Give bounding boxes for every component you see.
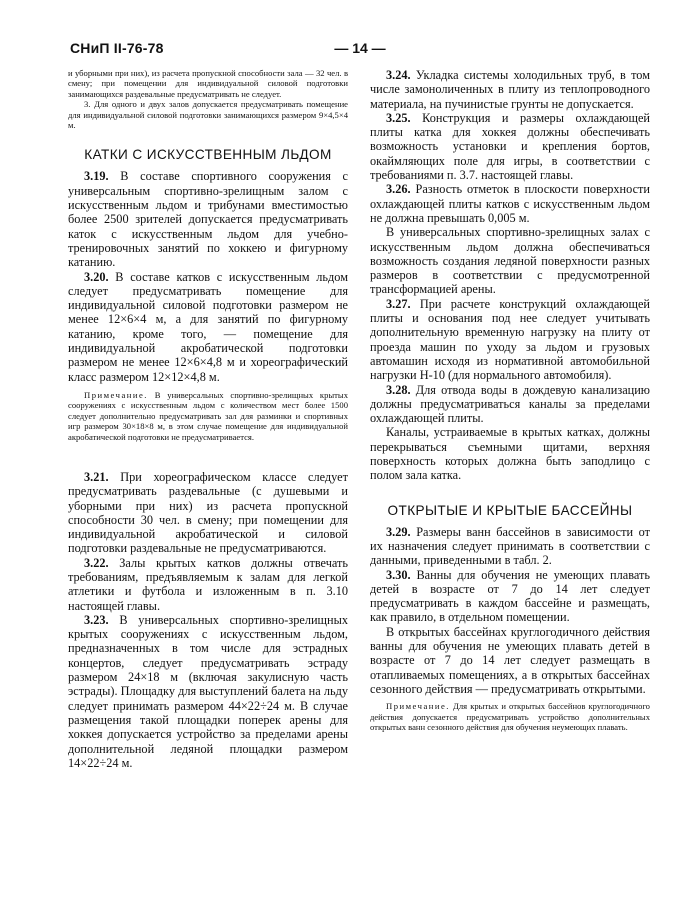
paragraph-3-30 (370, 568, 650, 625)
section-heading-katki: КАТКИ С ИСКУССТВЕННЫМ ЛЬДОМ (84, 147, 332, 163)
note-label: Примечание. (84, 389, 148, 400)
clause-number: 3.27. (386, 296, 411, 311)
clause-text: Разность отметок в плоскости поверхности охлаждающей плиты катков с искусственным льдом не должна превышать 0,005 м. (370, 182, 650, 225)
clause-number: 3.21. (84, 469, 109, 484)
clause-text: Конструкция и размеры охлаждающей плиты катка для хоккея должны обеспечивать возможность установки и крепления бортов, окаймляющих поле для игры, в соответствии с требованиями п. 3.7. настоящей главы. (370, 110, 650, 183)
paragraph-3-23 (68, 613, 348, 770)
note-pools (370, 701, 650, 732)
clause-text: При хореографическом классе следует предусматривать раздевальные (с душевыми и уборными при них) из расчета пропускной способности 30 чел. в смену; при помещении для индивидуальной акробатической и силовой подготовки раздевальные не предусматриваются. (68, 469, 348, 556)
clause-text: Залы крытых катков должны отвечать требованиям, предъявляемым к залам для легкой атлетики и футбола и изложенным в п. 3.10 настоящей главы. (68, 555, 349, 613)
section-heading-pools: ОТКРЫТЫЕ И КРЫТЫЕ БАССЕЙНЫ (387, 502, 633, 518)
clause-text: Размеры ванн бассейнов в зависимости от их назначения следует принимать в соответствии с данными, приведенными в табл. 2. (370, 524, 650, 568)
continuation-text: и уборными при них), из расчета пропускной способности зала — 32 чел. в смену; при помещении для индивидуальной силовой подготовки занимающихся раздевальные предусматривать не следует. (68, 68, 348, 99)
clause-number: 3.25. (386, 110, 411, 125)
paragraph-3-22 (68, 556, 348, 613)
paragraph-3-28 (370, 383, 650, 426)
clause-text: В составе катков с искусственным льдом следует предусматривать помещение для индивидуальной силовой подготовки размером не менее 12×6×4 м, а для занятий по фигурному катанию, кроме того, — помещение для индивидуальной акробатической подготовки размером не менее 12×6×4,8 м и хореографический класс размером 12×12×4,8 м. (68, 269, 348, 384)
clause-text: Ванны для обучения не умеющих плавать детей в возрасте от 7 до 14 лет следует предусматривать в каждом бассейне и размещать, как правило, в отдельном помещении. (370, 567, 650, 625)
paragraph-3-29 (370, 525, 650, 568)
paragraph-3-26 (370, 182, 650, 225)
paragraph-3-20 (68, 270, 348, 384)
clause-number: 3.24. (386, 68, 411, 82)
paragraph-channels: Каналы, устраиваемые в крытых катках, должны перекрываться съемными щитами, верхняя поверхность которых должна быть заподлицо с полом зала катка. (370, 425, 650, 483)
note-3-20 (68, 390, 348, 442)
clause-number: 3.30. (386, 567, 411, 582)
paragraph-3-27 (370, 297, 650, 383)
paragraph-open-pools: В открытых бассейнах круглогодичного действия ванны для обучения не умеющих плавать детей в возрасте от 7 до 14 лет следует размещать в отапливаемых помещениях, а в открытых бассейнах сезонного действия — предусматривать открытыми. (370, 624, 650, 696)
left-column (68, 68, 348, 770)
clause-text: В составе спортивного сооружения с универсальным спортивно-зрелищным залом с искусственным льдом и трибунами вместимостью более 2500 зрителей допускается предусматривать каток с искусственным льдом для учебно-тренировочных занятий по хоккею и фигурному катанию. (68, 169, 349, 270)
clause-text: В универсальных спортивно-зрелищных крытых сооружениях с искусственным льдом, предназначенных в том числе для эстрадных концертов, следует предусматривать эстраду размером 24×18 м (включая закулисную часть эстрады). Площадку для выступлений балета на льду следует принимать размером 44×22÷24 м. В случае размещения такой площадки поперек арены для хоккея допускается устройство за пределами арены дополнительной ледяной площадки размером 14×22÷24 м. (68, 612, 348, 770)
document-code: СНиП II-76-78 (70, 40, 164, 56)
clause-text: При расчете конструкций охлаждающей плиты и основания под нее следует учитывать дополнительную временную нагрузку на плиту от проезда машин по уходу за льдом и грузовых автомашин исходя из нормативной автомобильной нагрузки Н-10 (для нормального автомобиля). (370, 296, 650, 383)
clause-text: Укладка системы холодильных труб, в том числе замоноличенных в плиту из теплопроводного материала, на пучинистые грунты не допускается. (370, 68, 651, 111)
paragraph-universal-halls: В универсальных спортивно-зрелищных залах с искусственным льдом должна обеспечиваться возможность создания ледяной поверхности разных размеров в соответствии с предусмотренной трансформацией арены. (370, 225, 650, 297)
note-text: В универсальных спортивно-зрелищных крытых сооружениях с искусственным льдом с количеством мест более 1500 следует дополнительно предусматривать зал для разминки и спортивных игр размером 30×18×8 м, в этом случае помещение для индивидуальной акробатической подготовки не предусматривается. (68, 389, 348, 442)
clause-number: 3.29. (386, 524, 411, 539)
clause-text: Для отвода воды в дождевую канализацию должны предусматриваться каналы за пределами охлаждающей плиты. (370, 382, 650, 426)
clause-number: 3.28. (386, 382, 411, 397)
clause-number: 3.22. (84, 555, 109, 570)
page-number: — 14 — (334, 40, 386, 56)
note-label: Примечание. (386, 701, 450, 712)
right-column (370, 68, 650, 732)
paragraph-3-19 (68, 169, 348, 269)
clause-number: 3.19. (84, 169, 109, 184)
note-text: Для крытых и открытых бассейнов круглогодичного действия допускается предусматривать устройство дополнительных открытых ванн сезонного действия для обучения неумеющих плавать. (370, 701, 650, 732)
note-3: 3. Для одного и двух залов допускается предусматривать помещение для индивидуальной силовой подготовки занимающихся размером 9×4,5×4 м. (68, 99, 348, 131)
clause-number: 3.20. (84, 269, 109, 284)
paragraph-3-24 (370, 68, 650, 111)
clause-number: 3.26. (386, 182, 411, 197)
paragraph-3-25 (370, 111, 650, 182)
clause-number: 3.23. (84, 612, 109, 627)
paragraph-3-21 (68, 470, 348, 556)
